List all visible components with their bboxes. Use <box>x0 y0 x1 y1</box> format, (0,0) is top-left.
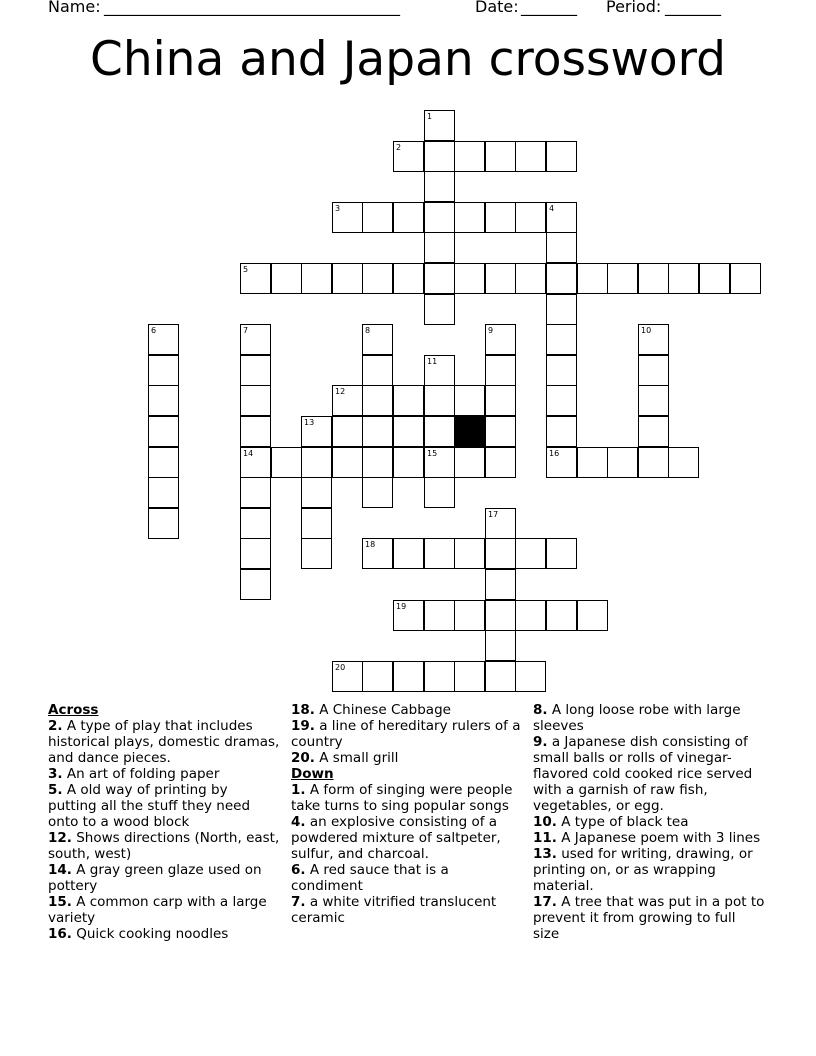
grid-cell[interactable] <box>485 447 516 478</box>
clue-number: 5 <box>243 265 249 274</box>
grid-cell[interactable] <box>485 416 516 447</box>
across-heading: Across <box>48 702 99 718</box>
grid-cell[interactable] <box>148 508 179 539</box>
clue-down-6: 6. A red sauce that is a condiment <box>291 862 449 894</box>
grid-cell[interactable] <box>362 538 393 569</box>
grid-cell[interactable] <box>515 538 546 569</box>
clue-across-15: 15. A common carp with a large variety <box>48 894 267 926</box>
grid-cell[interactable] <box>148 355 179 386</box>
clue-across-16: 16. Quick cooking noodles <box>48 926 229 942</box>
clue-number: 2 <box>396 143 402 152</box>
grid-cell[interactable] <box>424 263 455 294</box>
grid-cell[interactable] <box>515 202 546 233</box>
name-label: Name: <box>48 0 101 16</box>
grid-cell[interactable] <box>393 385 424 416</box>
clues-column-1 <box>48 702 280 942</box>
grid-cell[interactable] <box>454 447 485 478</box>
grid-cell[interactable] <box>485 324 516 355</box>
grid-cell[interactable] <box>393 202 424 233</box>
grid-cell[interactable] <box>362 416 393 447</box>
grid-cell[interactable] <box>485 661 516 692</box>
grid-cell[interactable] <box>424 355 455 386</box>
grid-cell[interactable] <box>454 202 485 233</box>
grid-cell[interactable] <box>546 447 577 478</box>
grid-cell[interactable] <box>332 416 363 447</box>
grid-cell[interactable] <box>240 263 271 294</box>
grid-cell[interactable] <box>148 324 179 355</box>
grid-cell[interactable] <box>424 447 455 478</box>
grid-cell[interactable] <box>546 538 577 569</box>
grid-cell[interactable] <box>240 569 271 600</box>
down-heading: Down <box>291 766 334 782</box>
clue-number: 6 <box>151 326 157 335</box>
grid-cell[interactable] <box>424 385 455 416</box>
grid-cell[interactable] <box>240 447 271 478</box>
grid-cell[interactable] <box>424 294 455 325</box>
grid-cell[interactable] <box>485 141 516 172</box>
black-square <box>454 416 485 447</box>
grid-cell[interactable] <box>546 141 577 172</box>
clue-across-18: 18. A Chinese Cabbage <box>291 702 451 718</box>
grid-cell[interactable] <box>362 202 393 233</box>
clue-number: 7 <box>243 326 249 335</box>
grid-cell[interactable] <box>240 538 271 569</box>
grid-cell[interactable] <box>301 263 332 294</box>
grid-cell[interactable] <box>638 355 669 386</box>
grid-cell[interactable] <box>638 416 669 447</box>
grid-cell[interactable] <box>301 447 332 478</box>
grid-cell[interactable] <box>454 385 485 416</box>
grid-cell[interactable] <box>730 263 761 294</box>
grid-cell[interactable] <box>393 538 424 569</box>
grid-cell[interactable] <box>240 385 271 416</box>
grid-cell[interactable] <box>546 202 577 233</box>
grid-cell[interactable] <box>424 538 455 569</box>
grid-cell[interactable] <box>485 508 516 539</box>
grid-cell[interactable] <box>485 263 516 294</box>
clue-number: 19 <box>396 602 407 611</box>
grid-cell[interactable] <box>301 508 332 539</box>
clue-down-13: 13. used for writing, drawing, or printing on, or as wrapping material. <box>533 846 753 894</box>
grid-cell[interactable] <box>638 447 669 478</box>
clue-number: 20 <box>335 663 346 672</box>
clue-number: 8 <box>365 326 371 335</box>
grid-cell[interactable] <box>148 416 179 447</box>
grid-cell[interactable] <box>546 416 577 447</box>
period-line[interactable]: _______ <box>665 0 721 16</box>
clue-number: 18 <box>365 540 376 549</box>
clues-column-2 <box>291 702 523 926</box>
grid-cell[interactable] <box>148 447 179 478</box>
grid-cell[interactable] <box>485 538 516 569</box>
grid-cell[interactable] <box>424 661 455 692</box>
period-label: Period: <box>606 0 662 16</box>
grid-cell[interactable] <box>638 263 669 294</box>
clue-down-10: 10. A type of black tea <box>533 814 689 830</box>
grid-cell[interactable] <box>362 324 393 355</box>
grid-cell[interactable] <box>546 600 577 631</box>
grid-cell[interactable] <box>515 600 546 631</box>
clue-down-7: 7. a white vitrified translucent ceramic <box>291 894 497 926</box>
grid-cell[interactable] <box>515 661 546 692</box>
clue-down-8: 8. A long loose robe with large sleeves <box>533 702 741 734</box>
grid-cell[interactable] <box>240 477 271 508</box>
grid-cell[interactable] <box>424 141 455 172</box>
grid-cell[interactable] <box>546 263 577 294</box>
clue-number: 13 <box>304 418 315 427</box>
clue-number: 4 <box>549 204 555 213</box>
grid-cell[interactable] <box>515 141 546 172</box>
grid-cell[interactable] <box>454 661 485 692</box>
grid-cell[interactable] <box>393 141 424 172</box>
clue-number: 10 <box>641 326 652 335</box>
clue-down-11: 11. A Japanese poem with 3 lines <box>533 830 761 846</box>
grid-cell[interactable] <box>668 447 699 478</box>
grid-cell[interactable] <box>454 141 485 172</box>
clue-down-1: 1. A form of singing were people take turns to sing popular songs <box>291 782 513 814</box>
clue-number: 15 <box>427 449 438 458</box>
grid-cell[interactable] <box>148 477 179 508</box>
grid-cell[interactable] <box>546 324 577 355</box>
grid-cell[interactable] <box>240 416 271 447</box>
grid-cell[interactable] <box>271 447 302 478</box>
grid-cell[interactable] <box>638 385 669 416</box>
grid-cell[interactable] <box>485 385 516 416</box>
grid-cell[interactable] <box>301 538 332 569</box>
grid-cell[interactable] <box>577 447 608 478</box>
grid-cell[interactable] <box>454 600 485 631</box>
page-title: China and Japan crossword <box>90 32 726 87</box>
clue-down-9: 9. a Japanese dish consisting of small balls or rolls of vinegar-flavored cold cooked rice served with a garnish of raw fish, vegetables, or egg. <box>533 734 753 814</box>
grid-cell[interactable] <box>424 416 455 447</box>
clue-number: 3 <box>335 204 341 213</box>
grid-cell[interactable] <box>638 324 669 355</box>
grid-cell[interactable] <box>332 263 363 294</box>
grid-cell[interactable] <box>668 263 699 294</box>
grid-cell[interactable] <box>485 202 516 233</box>
clues-column-3 <box>533 702 765 942</box>
grid-cell[interactable] <box>485 630 516 661</box>
clue-across-5: 5. A old way of printing by putting all the stuff they need onto to a wood block <box>48 782 251 830</box>
clue-across-2: 2. A type of play that includes historical plays, domestic dramas, and dance pieces. <box>48 718 280 766</box>
clue-number: 12 <box>335 387 346 396</box>
clue-down-4: 4. an explosive consisting of a powdered mixture of saltpeter, sulfur, and charcoal. <box>291 814 501 862</box>
clue-across-3: 3. An art of folding paper <box>48 766 220 782</box>
grid-cell[interactable] <box>332 385 363 416</box>
grid-cell[interactable] <box>240 324 271 355</box>
date-line[interactable]: _______ <box>521 0 577 16</box>
grid-cell[interactable] <box>362 385 393 416</box>
clue-number: 16 <box>549 449 560 458</box>
clue-number: 1 <box>427 112 433 121</box>
grid-cell[interactable] <box>362 447 393 478</box>
grid-cell[interactable] <box>362 661 393 692</box>
grid-cell[interactable] <box>424 600 455 631</box>
clue-across-20: 20. A small grill <box>291 750 399 766</box>
grid-cell[interactable] <box>424 477 455 508</box>
grid-cell[interactable] <box>424 110 455 141</box>
clue-across-19: 19. a line of hereditary rulers of a country <box>291 718 521 750</box>
grid-cell[interactable] <box>546 232 577 263</box>
clue-number: 14 <box>243 449 254 458</box>
grid-cell[interactable] <box>362 477 393 508</box>
grid-cell[interactable] <box>577 263 608 294</box>
grid-cell[interactable] <box>240 355 271 386</box>
grid-cell[interactable] <box>148 385 179 416</box>
grid-cell[interactable] <box>607 447 638 478</box>
grid-cell[interactable] <box>577 600 608 631</box>
grid-cell[interactable] <box>454 263 485 294</box>
grid-cell[interactable] <box>393 447 424 478</box>
grid-cell[interactable] <box>393 416 424 447</box>
grid-cell[interactable] <box>301 416 332 447</box>
grid-cell[interactable] <box>362 355 393 386</box>
grid-cell[interactable] <box>424 171 455 202</box>
date-label: Date: <box>475 0 519 16</box>
grid-cell[interactable] <box>424 232 455 263</box>
clue-down-17: 17. A tree that was put in a pot to prevent it from growing to full size <box>533 894 765 942</box>
grid-cell[interactable] <box>515 263 546 294</box>
clue-number: 9 <box>488 326 494 335</box>
grid-cell[interactable] <box>454 538 485 569</box>
grid-cell[interactable] <box>485 600 516 631</box>
grid-cell[interactable] <box>485 355 516 386</box>
grid-cell[interactable] <box>607 263 638 294</box>
grid-cell[interactable] <box>546 385 577 416</box>
grid-cell[interactable] <box>271 263 302 294</box>
grid-cell[interactable] <box>424 202 455 233</box>
grid-cell[interactable] <box>332 447 363 478</box>
grid-cell[interactable] <box>332 202 363 233</box>
grid-cell[interactable] <box>546 355 577 386</box>
clue-number: 11 <box>427 357 438 366</box>
clue-across-12: 12. Shows directions (North, east, south, west) <box>48 830 280 862</box>
grid-cell[interactable] <box>699 263 730 294</box>
grid-cell[interactable] <box>301 477 332 508</box>
grid-cell[interactable] <box>362 263 393 294</box>
grid-cell[interactable] <box>393 600 424 631</box>
clue-number: 17 <box>488 510 499 519</box>
grid-cell[interactable] <box>485 569 516 600</box>
grid-cell[interactable] <box>332 661 363 692</box>
name-line[interactable]: _____________________________________ <box>104 0 400 16</box>
grid-cell[interactable] <box>240 508 271 539</box>
grid-cell[interactable] <box>393 661 424 692</box>
grid-cell[interactable] <box>546 294 577 325</box>
clue-across-14: 14. A gray green glaze used on pottery <box>48 862 262 894</box>
grid-cell[interactable] <box>393 263 424 294</box>
